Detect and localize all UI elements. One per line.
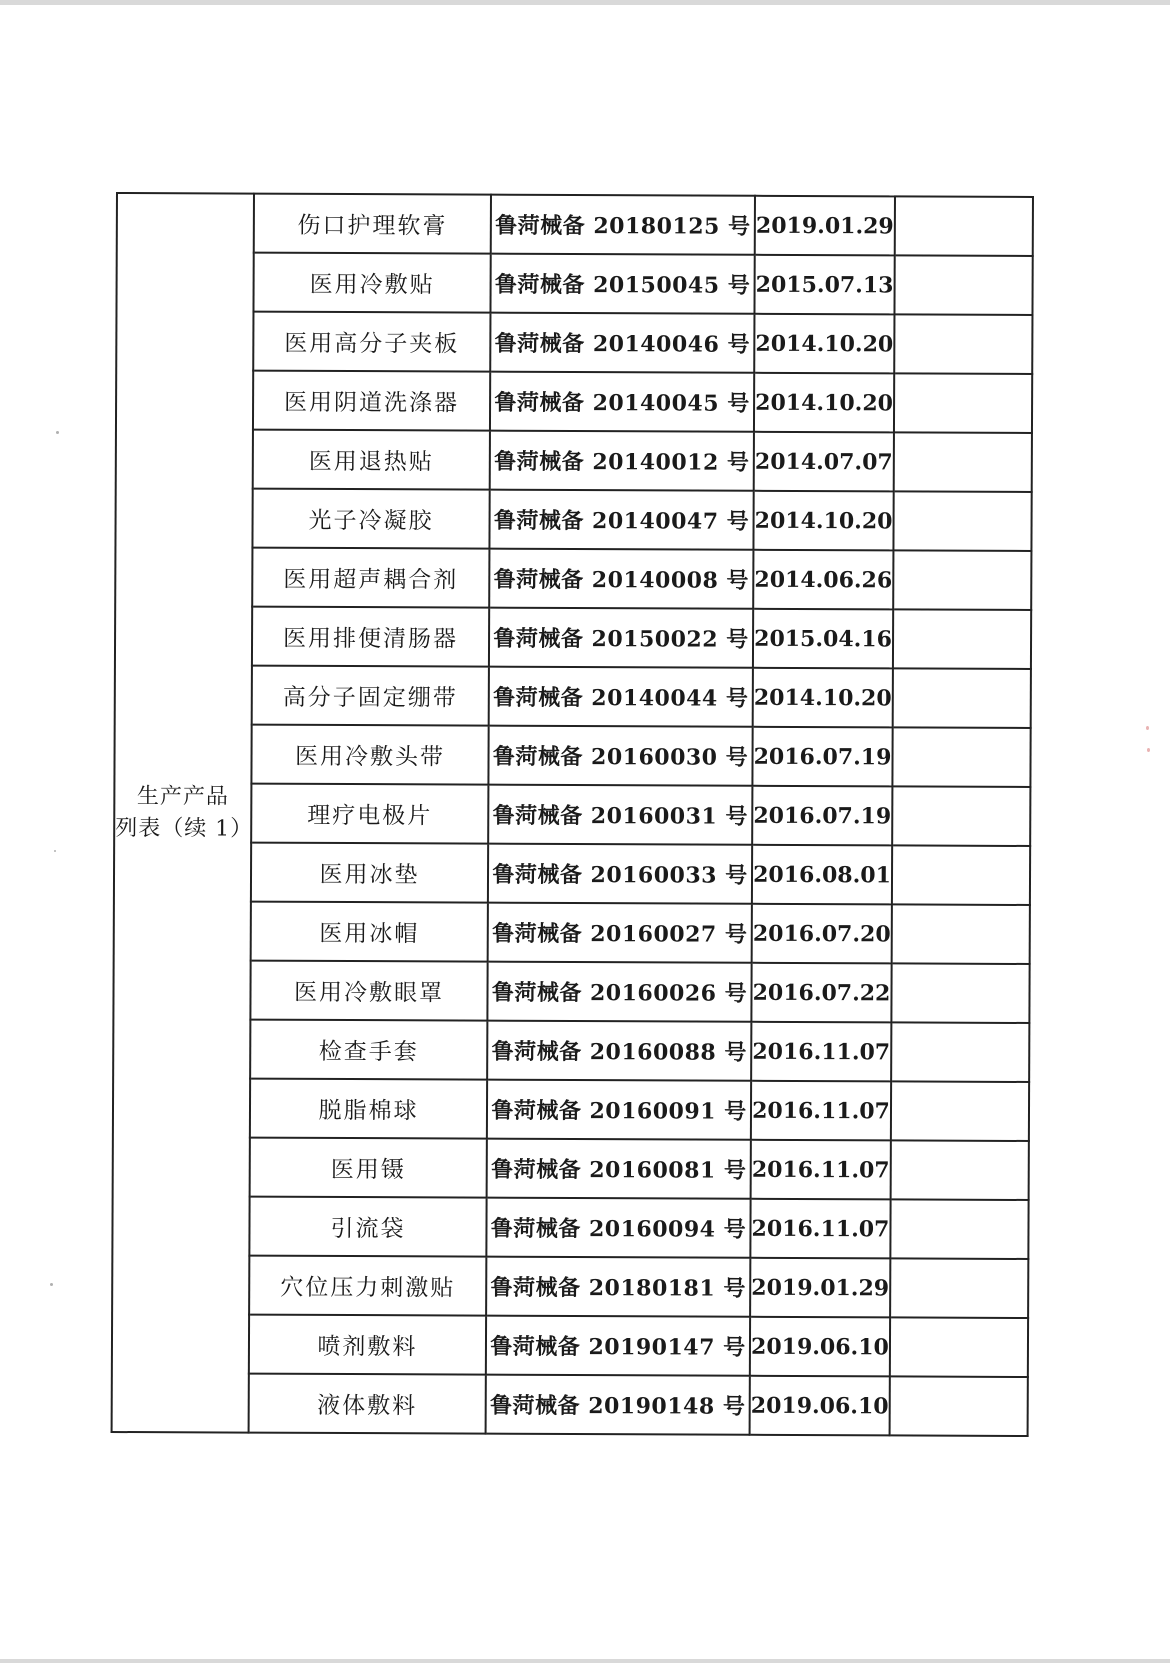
- record-date-cell: 2016.07.19: [752, 786, 892, 846]
- remarks-cell: [893, 668, 1031, 728]
- product-name-cell: 医用高分子夹板: [253, 312, 490, 372]
- remarks-cell: [890, 1258, 1028, 1318]
- remarks-cell: [892, 786, 1030, 846]
- table-row: [116, 252, 1032, 315]
- registration-number-cell: 鲁菏械备 20160088 号: [487, 1021, 751, 1081]
- registration-number-cell: 鲁菏械备 20160026 号: [487, 962, 751, 1022]
- product-name-cell: 理疗电极片: [251, 784, 488, 844]
- scan-edge-top: [0, 0, 1170, 5]
- product-name-cell: 医用阴道洗涤器: [253, 371, 490, 431]
- scan-speck: [1147, 748, 1150, 752]
- remarks-cell: [893, 550, 1031, 610]
- table-row: [115, 547, 1031, 610]
- record-date-cell: 2014.10.20: [754, 314, 894, 374]
- remarks-cell: [893, 609, 1031, 669]
- registration-number-cell: 鲁菏械备 20180181 号: [486, 1257, 750, 1317]
- record-date-cell: 2014.10.20: [753, 668, 893, 728]
- registration-number-cell: 鲁菏械备 20160081 号: [487, 1139, 751, 1199]
- record-date-cell: 2014.07.07: [754, 432, 894, 492]
- registration-number-cell: 鲁菏械备 20160027 号: [488, 903, 752, 963]
- record-date-cell: 2016.11.07: [750, 1199, 890, 1259]
- registration-number-cell: 鲁菏械备 20140045 号: [490, 372, 754, 432]
- category-cell: [112, 193, 254, 1433]
- registration-number-cell: 鲁菏械备 20190148 号: [486, 1375, 750, 1435]
- product-name-cell: 光子冷凝胶: [252, 489, 489, 549]
- remarks-cell: [894, 373, 1032, 433]
- remarks-cell: [892, 845, 1030, 905]
- product-name-cell: 医用超声耦合剂: [252, 548, 489, 608]
- table-row: [116, 370, 1032, 433]
- remarks-cell: [894, 432, 1032, 492]
- table-row: [116, 429, 1032, 492]
- record-date-cell: 2015.07.13: [754, 255, 894, 315]
- remarks-cell: [891, 1081, 1029, 1141]
- record-date-cell: 2015.04.16: [753, 609, 893, 669]
- record-date-cell: 2019.06.10: [750, 1376, 890, 1436]
- category-label-line1: 生产产品: [136, 783, 229, 809]
- registration-number-cell: 鲁菏械备 20160091 号: [487, 1080, 751, 1140]
- table-row: [115, 606, 1031, 669]
- registration-number-cell: 鲁菏械备 20160030 号: [488, 726, 752, 786]
- remarks-cell: [894, 314, 1032, 374]
- scan-speck: [56, 431, 59, 434]
- table-row: [112, 1196, 1028, 1259]
- registration-number-cell: 鲁菏械备 20190147 号: [486, 1316, 750, 1376]
- record-date-cell: 2019.01.29: [755, 196, 895, 256]
- table-row: [113, 1019, 1029, 1082]
- remarks-cell: [892, 904, 1030, 964]
- product-name-cell: 医用冰垫: [251, 843, 488, 903]
- record-date-cell: 2016.11.07: [751, 1022, 891, 1082]
- registration-number-cell: 鲁菏械备 20140046 号: [490, 313, 754, 373]
- registration-number-cell: 鲁菏械备 20140044 号: [489, 667, 753, 727]
- record-date-cell: 2016.08.01: [752, 845, 892, 905]
- scan-speck: [1146, 726, 1149, 730]
- record-date-cell: 2014.06.26: [753, 550, 893, 610]
- product-name-cell: 医用冷敷贴: [253, 253, 490, 313]
- table-row: [114, 901, 1030, 964]
- table-row: [113, 1137, 1029, 1200]
- table-row: [112, 1255, 1028, 1318]
- registration-number-cell: 鲁菏械备 20140008 号: [489, 549, 753, 609]
- product-name-cell: 检查手套: [250, 1020, 487, 1080]
- record-date-cell: 2014.10.20: [754, 373, 894, 433]
- remarks-cell: [890, 1376, 1028, 1436]
- record-date-cell: 2014.10.20: [753, 491, 893, 551]
- remarks-cell: [892, 727, 1030, 787]
- record-date-cell: 2016.11.07: [751, 1081, 891, 1141]
- record-date-cell: 2016.07.22: [751, 963, 891, 1023]
- registration-number-cell: 鲁菏械备 20140012 号: [490, 431, 754, 491]
- record-date-cell: 2016.07.19: [752, 727, 892, 787]
- table-row: [117, 193, 1033, 256]
- product-name-cell: 医用退热贴: [253, 430, 490, 490]
- registration-number-cell: 鲁菏械备 20160033 号: [488, 844, 752, 904]
- product-name-cell: 医用冷敷头带: [251, 725, 488, 785]
- product-table-body: [112, 193, 1033, 1436]
- registration-number-cell: 鲁菏械备 20150022 号: [489, 608, 753, 668]
- table-row: [113, 1078, 1029, 1141]
- remarks-cell: [891, 1022, 1029, 1082]
- remarks-cell: [894, 255, 1032, 315]
- table-row: [112, 1373, 1028, 1436]
- table-row: [112, 1314, 1028, 1377]
- product-name-cell: 喷剂敷料: [249, 1315, 486, 1375]
- table-row: [114, 842, 1030, 905]
- registration-number-cell: 鲁菏械备 20180125 号: [491, 195, 755, 255]
- table-row: [115, 665, 1031, 728]
- product-name-cell: 伤口护理软膏: [254, 194, 491, 254]
- remarks-cell: [890, 1199, 1028, 1259]
- product-name-cell: 医用冷敷眼罩: [250, 961, 487, 1021]
- product-name-cell: 医用冰帽: [251, 902, 488, 962]
- remarks-cell: [891, 963, 1029, 1023]
- product-name-cell: 引流袋: [249, 1197, 486, 1257]
- scan-speck: [54, 850, 56, 852]
- scan-edge-bottom: [0, 1659, 1170, 1663]
- product-list-table: [111, 192, 1034, 1437]
- product-name-cell: 液体敷料: [249, 1374, 486, 1434]
- remarks-cell: [891, 1140, 1029, 1200]
- product-name-cell: 医用镊: [250, 1138, 487, 1198]
- table-row: [114, 724, 1030, 787]
- category-label-line2: 列表（续 1）: [115, 815, 254, 842]
- product-name-cell: 高分子固定绷带: [252, 666, 489, 726]
- record-date-cell: 2019.01.29: [750, 1258, 890, 1318]
- product-name-cell: 穴位压力刺激贴: [249, 1256, 486, 1316]
- table-row: [113, 960, 1029, 1023]
- remarks-cell: [890, 1317, 1028, 1377]
- record-date-cell: 2019.06.10: [750, 1317, 890, 1377]
- registration-number-cell: 鲁菏械备 20140047 号: [489, 490, 753, 550]
- remarks-cell: [893, 491, 1031, 551]
- registration-number-cell: 鲁菏械备 20160094 号: [486, 1198, 750, 1258]
- scan-speck: [50, 1283, 53, 1286]
- table-row: [115, 488, 1031, 551]
- remarks-cell: [895, 196, 1033, 256]
- table-row: [116, 311, 1032, 374]
- record-date-cell: 2016.07.20: [752, 904, 892, 964]
- registration-number-cell: 鲁菏械备 20150045 号: [490, 254, 754, 314]
- registration-number-cell: 鲁菏械备 20160031 号: [488, 785, 752, 845]
- product-name-cell: 医用排便清肠器: [252, 607, 489, 667]
- product-name-cell: 脱脂棉球: [250, 1079, 487, 1139]
- record-date-cell: 2016.11.07: [751, 1140, 891, 1200]
